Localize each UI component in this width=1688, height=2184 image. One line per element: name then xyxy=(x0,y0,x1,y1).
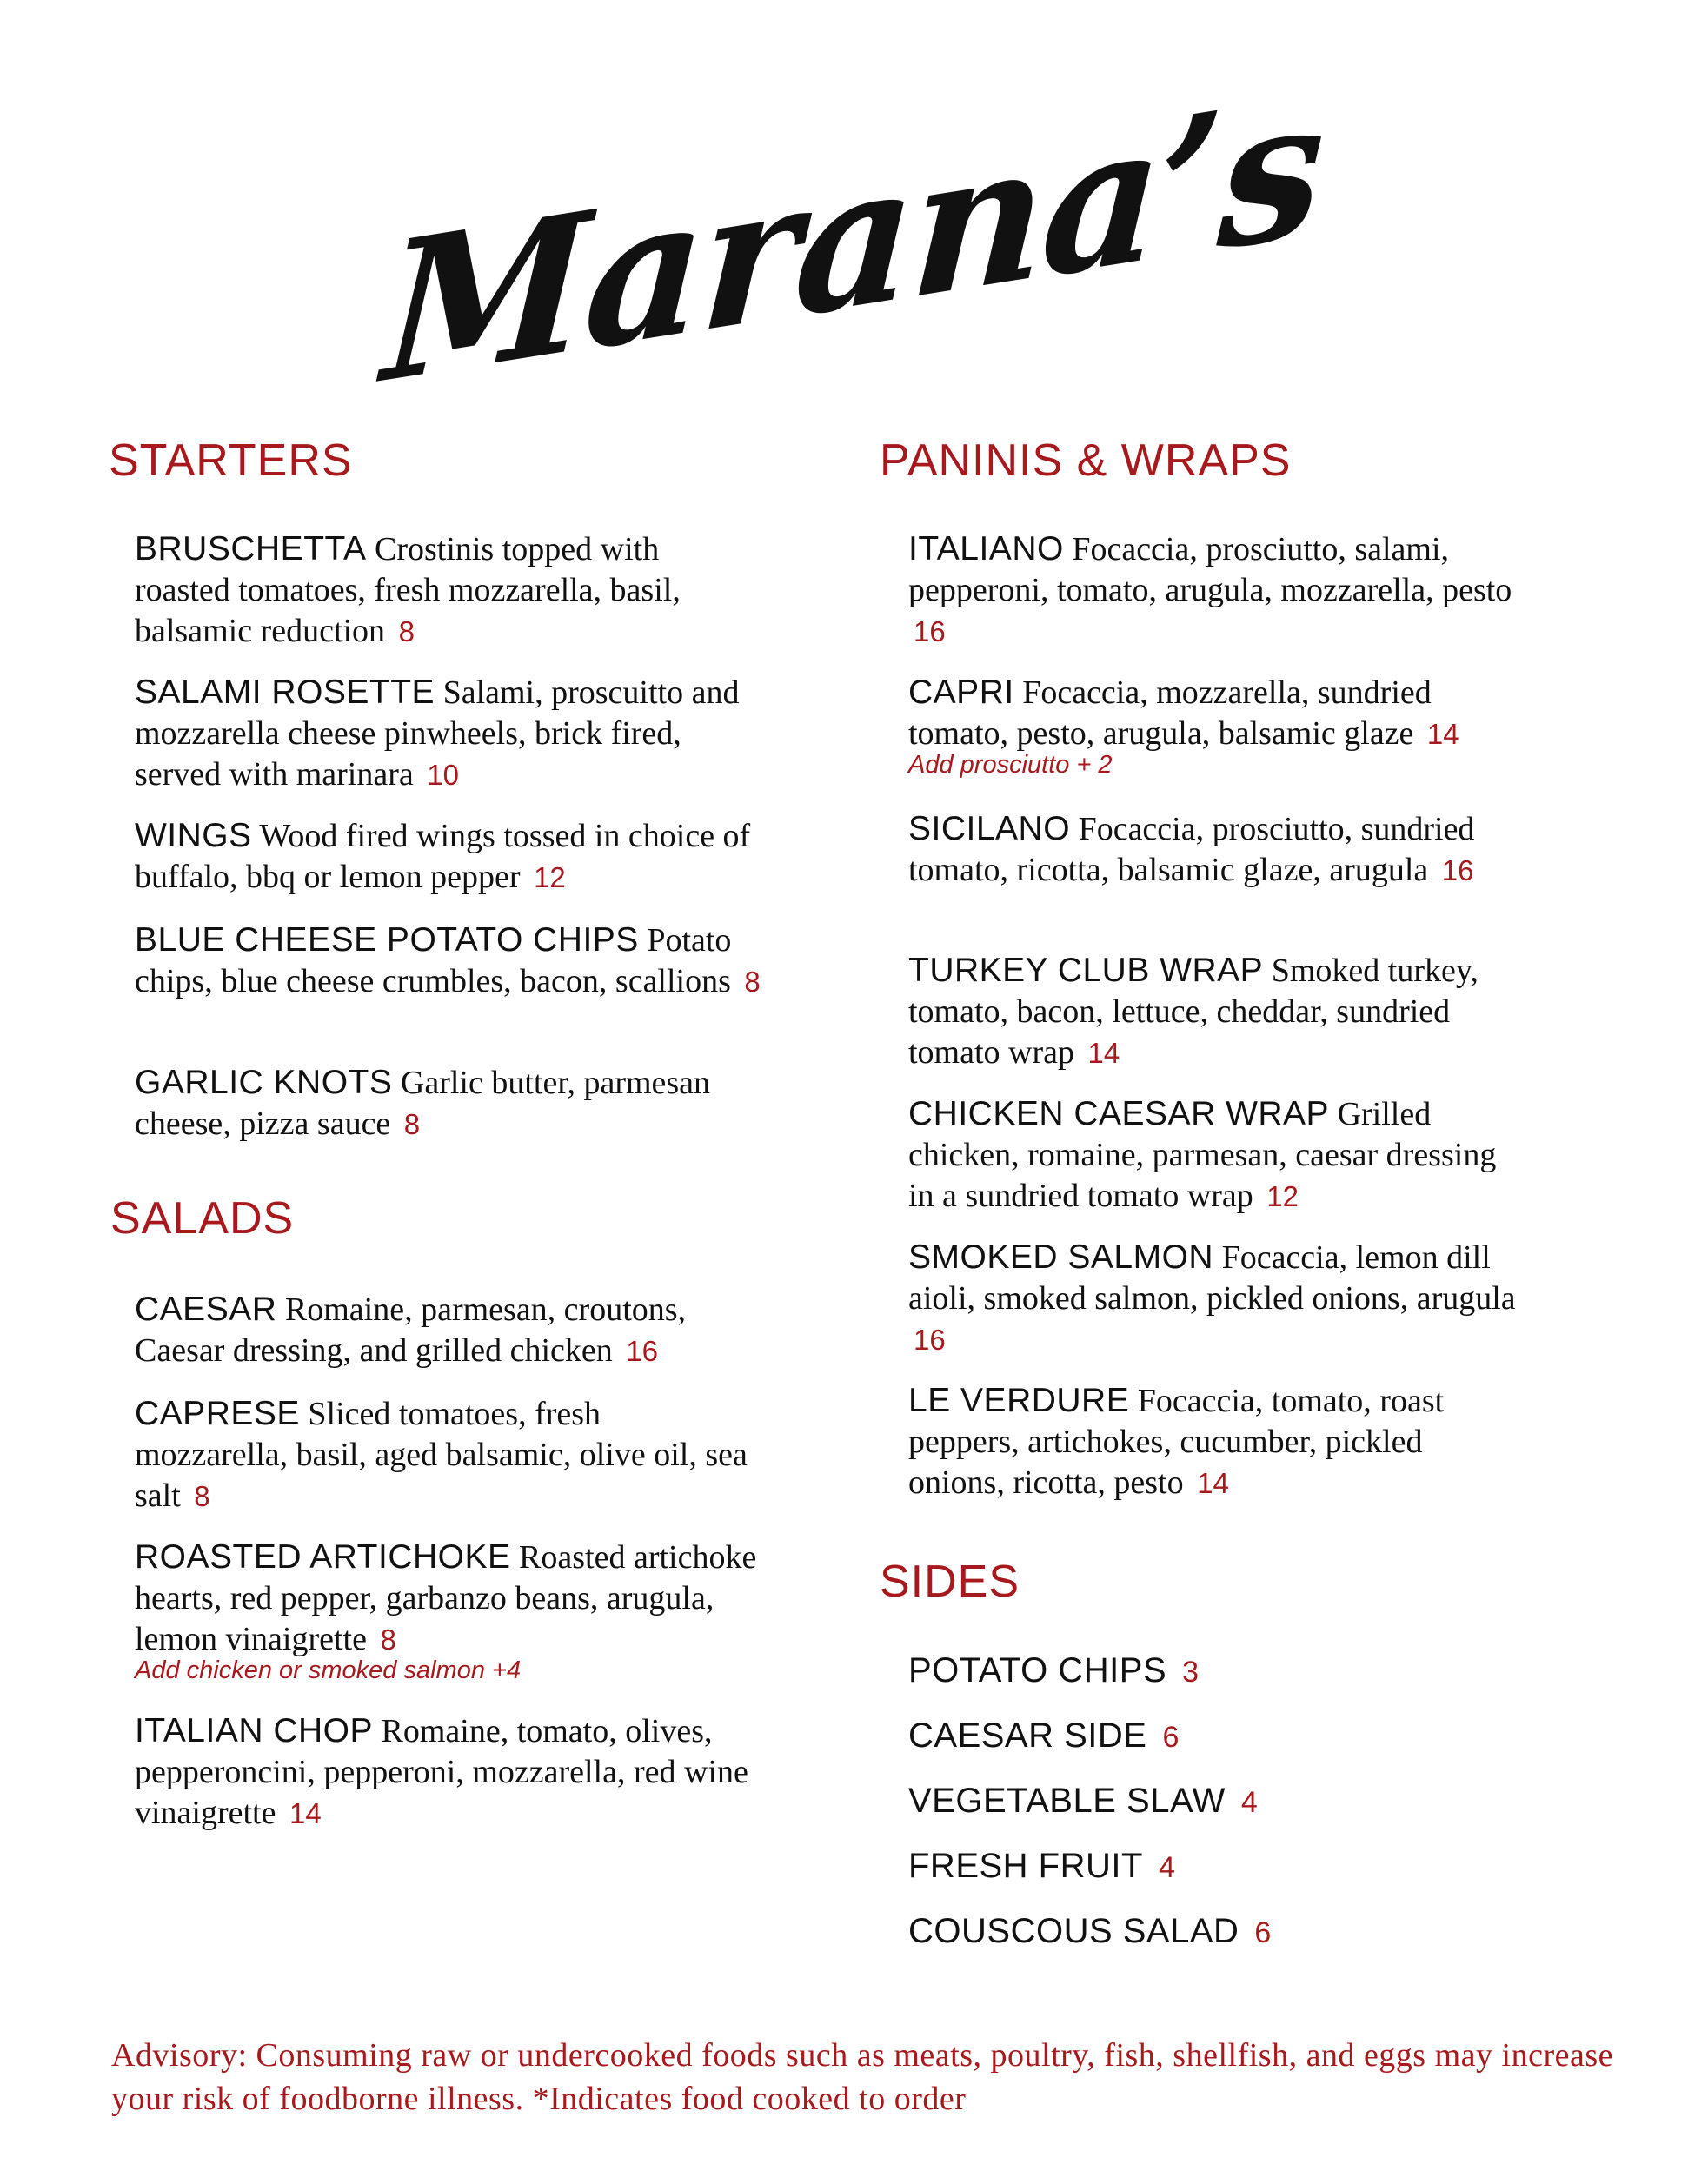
menu-item-wings xyxy=(135,815,761,898)
item-price: 12 xyxy=(534,861,566,893)
menu-item-caesar xyxy=(135,1289,761,1371)
item-desc: Salami, proscuitto and mozzarella cheese pinwheels, brick fired, served with marinara xyxy=(135,674,740,793)
item-price: 16 xyxy=(1441,854,1474,886)
item-name: SICILANO xyxy=(908,810,1071,847)
item-price: 10 xyxy=(427,759,459,791)
side-name: VEGETABLE SLAW xyxy=(908,1782,1226,1820)
side-price: 3 xyxy=(1182,1656,1200,1689)
item-name: CHICKEN CAESAR WRAP xyxy=(908,1095,1330,1132)
section-title-starters: STARTERS xyxy=(109,435,353,486)
item-addon: Add prosciutto + 2 xyxy=(908,751,1113,779)
item-desc: Romaine, tomato, olives, pepperoncini, pepperoni, mozzarella, red wine vinaigrette xyxy=(135,1713,748,1831)
menu-item-blue-cheese-potato-chips xyxy=(135,919,761,1002)
menu-item-capri xyxy=(908,672,1517,779)
item-desc: Garlic butter, parmesan cheese, pizza sauce xyxy=(135,1065,711,1142)
side-item-couscous-salad xyxy=(908,1912,1272,1951)
menu-item-sicilano xyxy=(908,808,1517,891)
menu-item-garlic-knots xyxy=(135,1062,761,1145)
item-desc: Wood fired wings tossed in choice of buffalo, bbq or lemon pepper xyxy=(135,818,751,895)
menu-item-bruschetta xyxy=(135,528,761,652)
section-title-sides: SIDES xyxy=(880,1557,1020,1607)
item-price: 16 xyxy=(914,1324,946,1356)
item-name: SMOKED SALMON xyxy=(908,1238,1214,1276)
item-name: BRUSCHETTA xyxy=(135,530,367,568)
item-price: 14 xyxy=(289,1797,322,1829)
item-desc: Grilled chicken, romaine, parmesan, caesar dressing in a sundried tomato wrap xyxy=(908,1096,1497,1214)
item-name: CAPRI xyxy=(908,674,1014,711)
item-price: 8 xyxy=(398,615,415,647)
item-desc: Crostinis topped with roasted tomatoes, fresh mozzarella, basil, balsamic reduction xyxy=(135,531,681,649)
item-desc: Romaine, parmesan, croutons, Caesar dressing, and grilled chicken xyxy=(135,1291,687,1369)
item-addon: Add chicken or smoked salmon +4 xyxy=(135,1656,522,1684)
menu-item-le-verdure xyxy=(908,1380,1517,1504)
item-name: SALAMI ROSETTE xyxy=(135,674,435,711)
menu-item-chicken-caesar-wrap xyxy=(908,1093,1517,1217)
menu-item-turkey-club-wrap xyxy=(908,950,1517,1073)
item-price: 8 xyxy=(380,1623,396,1656)
item-price: 8 xyxy=(194,1480,210,1512)
side-price: 6 xyxy=(1254,1916,1272,1949)
side-item-fresh-fruit xyxy=(908,1847,1175,1886)
item-name: ITALIANO xyxy=(908,530,1064,568)
item-desc: Focaccia, mozzarella, sundried tomato, pesto, arugula, balsamic glaze xyxy=(908,674,1432,752)
item-name: BLUE CHEESE POTATO CHIPS xyxy=(135,921,639,959)
item-name: ROASTED ARTICHOKE xyxy=(135,1538,511,1576)
side-item-potato-chips xyxy=(908,1651,1200,1690)
menu-item-caprese xyxy=(135,1393,761,1517)
item-name: LE VERDURE xyxy=(908,1382,1130,1419)
logo-text: Marana’s xyxy=(379,52,1326,426)
item-desc: Roasted artichoke hearts, red pepper, garbanzo beans, arugula, lemon vinaigrette xyxy=(135,1539,757,1657)
item-desc: Sliced tomatoes, fresh mozzarella, basil, aged balsamic, olive oil, sea salt xyxy=(135,1396,748,1514)
food-advisory: Advisory: Consuming raw or undercooked foods such as meats, poultry, fish, shellfish, and eggs may increase your risk of foodborne illness. *Indicates food cooked to order xyxy=(111,2037,1613,2117)
item-desc: Focaccia, tomato, roast peppers, artichokes, cucumber, pickled onions, ricotta, pesto xyxy=(908,1383,1445,1501)
item-name: GARLIC KNOTS xyxy=(135,1064,393,1101)
side-name: POTATO CHIPS xyxy=(908,1651,1167,1689)
side-price: 6 xyxy=(1162,1721,1180,1754)
section-title-salads: SALADS xyxy=(110,1193,295,1244)
menu-item-italiano xyxy=(908,528,1517,652)
item-price: 14 xyxy=(1426,718,1459,750)
menu-item-roasted-artichoke xyxy=(135,1537,761,1684)
side-price: 4 xyxy=(1158,1851,1176,1884)
item-name: CAPRESE xyxy=(135,1395,300,1432)
item-desc: Focaccia, lemon dill aioli, smoked salmon, pickled onions, arugula xyxy=(908,1239,1516,1317)
item-name: WINGS xyxy=(135,817,252,854)
side-price: 4 xyxy=(1240,1786,1259,1819)
restaurant-logo xyxy=(0,52,1688,426)
item-name: ITALIAN CHOP xyxy=(135,1712,373,1749)
item-price: 8 xyxy=(403,1108,421,1140)
menu-item-smoked-salmon xyxy=(908,1237,1517,1360)
menu-item-salami-rosette xyxy=(135,672,761,795)
item-price: 14 xyxy=(1087,1037,1120,1069)
menu-item-italian-chop xyxy=(135,1710,761,1834)
item-desc: Focaccia, prosciutto, salami, pepperoni, tomato, arugula, mozzarella, pesto xyxy=(908,531,1512,608)
item-price: 14 xyxy=(1197,1467,1229,1499)
item-price: 16 xyxy=(914,615,946,647)
item-name: CAESAR xyxy=(135,1291,277,1328)
item-name: TURKEY CLUB WRAP xyxy=(908,952,1264,989)
item-price: 8 xyxy=(744,966,761,998)
item-desc: Focaccia, prosciutto, sundried tomato, ricotta, balsamic glaze, arugula xyxy=(908,811,1475,888)
side-name: CAESAR SIDE xyxy=(908,1716,1147,1755)
item-desc: Potato chips, blue cheese crumbles, bacon, scallions xyxy=(135,922,732,999)
side-name: COUSCOUS SALAD xyxy=(908,1912,1239,1950)
side-item-vegetable-slaw xyxy=(908,1782,1258,1821)
item-price: 16 xyxy=(626,1335,658,1367)
side-name: FRESH FRUIT xyxy=(908,1847,1143,1885)
item-desc: Smoked turkey, tomato, bacon, lettuce, cheddar, sundried tomato wrap xyxy=(908,953,1479,1071)
side-item-caesar-side xyxy=(908,1716,1180,1756)
item-price: 12 xyxy=(1266,1180,1299,1212)
section-title-paninis-wraps: PANINIS & WRAPS xyxy=(880,435,1292,486)
